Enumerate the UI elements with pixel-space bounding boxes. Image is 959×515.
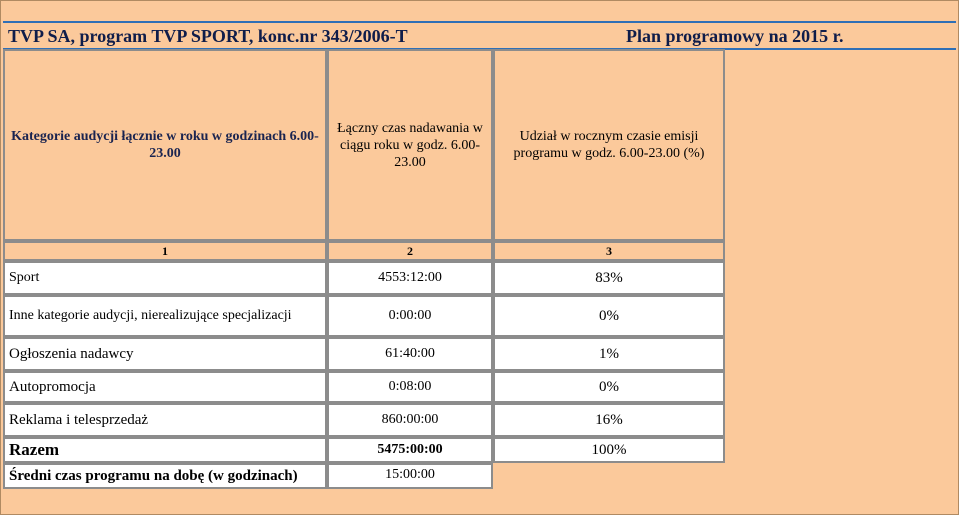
row-share-selfpromo: 0% — [599, 378, 619, 395]
table-cell-time — [327, 337, 493, 371]
row-time-selfpromo: 0:08:00 — [388, 379, 432, 394]
document-title: TVP SA, program TVP SPORT, konc.nr 343/2006-T — [8, 26, 408, 46]
table-cell-time — [327, 403, 493, 437]
header-categories — [3, 49, 327, 241]
title-bar — [3, 21, 956, 50]
header-total-time-text: Łączny czas nadawania w ciągu roku w godz. 6.00-23.00 — [337, 120, 483, 170]
row-share-sport: 83% — [595, 269, 623, 286]
table-cell-time — [327, 371, 493, 403]
column-number-2-text: 2 — [407, 243, 413, 258]
plan-title: Plan programowy na 2015 r. — [626, 26, 844, 46]
column-number-1-text: 1 — [162, 243, 168, 258]
column-number-1 — [3, 241, 327, 261]
row-share-announcements: 1% — [599, 345, 619, 362]
row-label-other: Inne kategorie audycji, nierealizujące specjalizacji — [9, 308, 292, 323]
table-row-label — [3, 295, 327, 337]
column-number-3 — [493, 241, 725, 261]
row-time-sport: 4553:12:00 — [378, 270, 442, 285]
average-label: Średni czas programu na dobę (w godzinach) — [9, 467, 298, 484]
row-label-selfpromo: Autopromocja — [9, 378, 96, 395]
row-share-ads: 16% — [595, 411, 623, 428]
row-label-ads: Reklama i telesprzedaż — [9, 411, 149, 428]
table-cell-share — [493, 403, 725, 437]
total-share-cell — [493, 437, 725, 463]
row-time-ads: 860:00:00 — [381, 412, 439, 427]
total-time: 5475:00:00 — [377, 442, 443, 457]
total-row-label — [3, 437, 327, 463]
row-time-other: 0:00:00 — [388, 308, 432, 323]
column-number-3-text: 3 — [606, 243, 612, 258]
header-total-time — [327, 49, 493, 241]
column-number-2 — [327, 241, 493, 261]
table-row-label — [3, 403, 327, 437]
table-cell-share — [493, 295, 725, 337]
average-time: 15:00:00 — [385, 467, 435, 482]
table-row-label — [3, 261, 327, 295]
total-label: Razem — [9, 440, 60, 459]
table-cell-share — [493, 337, 725, 371]
table-cell-share — [493, 371, 725, 403]
table-cell-time — [327, 295, 493, 337]
header-categories-text: Kategorie audycji łącznie w roku w godzinach 6.00-23.00 — [11, 129, 319, 161]
total-time-cell — [327, 437, 493, 463]
table-cell-share — [493, 261, 725, 295]
table-cell-time — [327, 261, 493, 295]
row-label-announcements: Ogłoszenia nadawcy — [9, 345, 134, 362]
row-time-announcements: 61:40:00 — [385, 346, 435, 361]
table-row-label — [3, 371, 327, 403]
total-share: 100% — [591, 441, 627, 458]
row-label-sport: Sport — [9, 270, 40, 285]
row-share-other: 0% — [599, 307, 619, 324]
average-time-cell — [327, 463, 493, 489]
header-share — [493, 49, 725, 241]
average-row-label — [3, 463, 327, 489]
table-row-label — [3, 337, 327, 371]
header-share-text: Udział w rocznym czasie emisji programu w godz. 6.00-23.00 (%) — [513, 129, 705, 161]
